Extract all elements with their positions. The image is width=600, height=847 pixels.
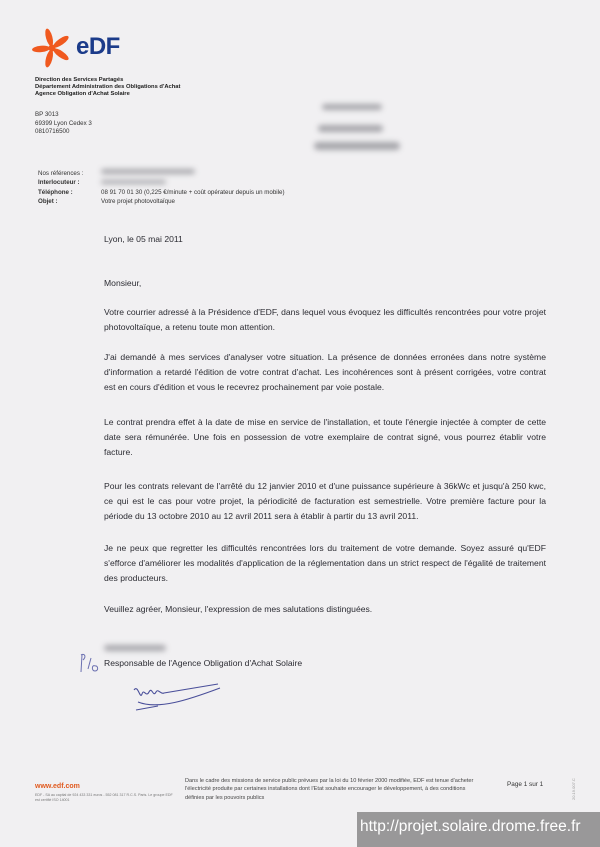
salutation: Monsieur, xyxy=(104,278,142,288)
recipient-redacted-line-1 xyxy=(322,104,382,110)
footer-mission-text: Dans le cadre des missions de service public prévues par la loi du 10 février 2000 modifiée, EDF est tenue d'acheter l'électricité produite par certaines installations dont l'Etat souhaite encourager le développement, à des conditions définies par les pouvoirs publics xyxy=(185,778,474,801)
paragraph-1: Votre courrier adressé à la Présidence d'EDF, dans lequel vous évoquez les difficultés rencontrées pour votre projet photovoltaïque, a retenu toute mon attention. xyxy=(104,307,546,332)
form-code: 20.19.007.C xyxy=(571,778,576,800)
recipient-redacted-line-2 xyxy=(318,125,383,132)
page-number: Page 1 sur 1 xyxy=(507,781,544,788)
signature xyxy=(128,680,228,716)
ref-row-telephone xyxy=(38,188,285,197)
edf-logo xyxy=(30,27,130,71)
interlocuteur-redacted xyxy=(101,180,166,184)
sender-department: Département Administration des Obligations d'Achat xyxy=(35,84,181,91)
objet-label: Objet : xyxy=(38,197,58,205)
paragraph-2: J'ai demandé à mes services d'analyser votre situation. La présence de données erronées dans notre système d'information a retardé l'édition de votre contrat d'achat. Les incohérences sont à présent corrigées, votre contrat est en cours d'édition et vous le recevrez prochainement par voie postale. xyxy=(104,352,546,392)
paragraph-3: Le contrat prendra effet à la date de mise en service de l'installation, et toute l'énergie injectée à compter de cette date sera rémunérée. Une fois en possession de votre exemplaire de contrat signé, vous pourrez établir votre facture. xyxy=(104,417,546,457)
edf-wordmark: eDF xyxy=(76,33,120,60)
address-box: BP 3013 xyxy=(35,111,59,118)
sender-address xyxy=(35,111,92,137)
date-line: Lyon, le 05 mai 2011 xyxy=(104,234,183,244)
telephone-label: Téléphone : xyxy=(38,188,73,196)
nos-references-label: Nos références : xyxy=(38,170,84,177)
paragraph-6: Veuillez agréer, Monsieur, l'expression de mes salutations distinguées. xyxy=(104,604,373,614)
references-block xyxy=(38,169,285,206)
footer-legal: EDF - SA au capital de 924 433 331 euros - 552 081 317 R.C.S. Paris. Le groupe EDF est certifié ISO 14001 xyxy=(35,793,173,802)
sender-agency: Agence Obligation d'Achat Solaire xyxy=(35,91,130,98)
paragraph-5: Je ne peux que regretter les difficultés rencontrées lors du traitement de votre demande. Soyez assuré qu'EDF s'efforce d'améliorer les modalités d'application de la réglementation dans un strict respect de l'égalité de traitement des producteurs. xyxy=(104,543,546,583)
edf-flower-icon xyxy=(30,27,76,71)
footer-url: www.edf.com xyxy=(35,783,80,790)
signer-name-redacted xyxy=(104,645,166,651)
handwritten-po xyxy=(78,652,106,676)
paragraph-4: Pour les contrats relevant de l'arrêté du 12 janvier 2010 et d'une puissance supérieure à 36kWc et jusqu'à 250 kwc, ce qui est le cas pour votre projet, la périodicité de facturation est semestrielle. Votre première facture pour la période du 13 octobre 2010 au 12 avril 2011 sera à établir à partir du 13 avril 2011. xyxy=(104,481,546,521)
address-city: 69399 Lyon Cedex 3 xyxy=(35,119,92,127)
interlocuteur-label: Interlocuteur : xyxy=(38,179,80,187)
watermark-url: http://projet.solaire.drome.free.fr xyxy=(357,812,600,847)
references-redacted xyxy=(101,169,195,174)
ref-row-objet xyxy=(38,197,285,206)
recipient-redacted-line-3 xyxy=(314,142,400,150)
telephone-value: 08 91 70 01 30 (0,225 €/minute + coût opérateur depuis un mobile) xyxy=(101,188,285,196)
objet-value: Votre projet photovoltaïque xyxy=(101,197,175,205)
signer-title: Responsable de l'Agence Obligation d'Achat Solaire xyxy=(104,658,303,668)
sender-block xyxy=(35,77,180,99)
sender-direction: Direction des Services Partagés xyxy=(35,77,124,83)
address-phone: 0810716500 xyxy=(35,128,70,136)
